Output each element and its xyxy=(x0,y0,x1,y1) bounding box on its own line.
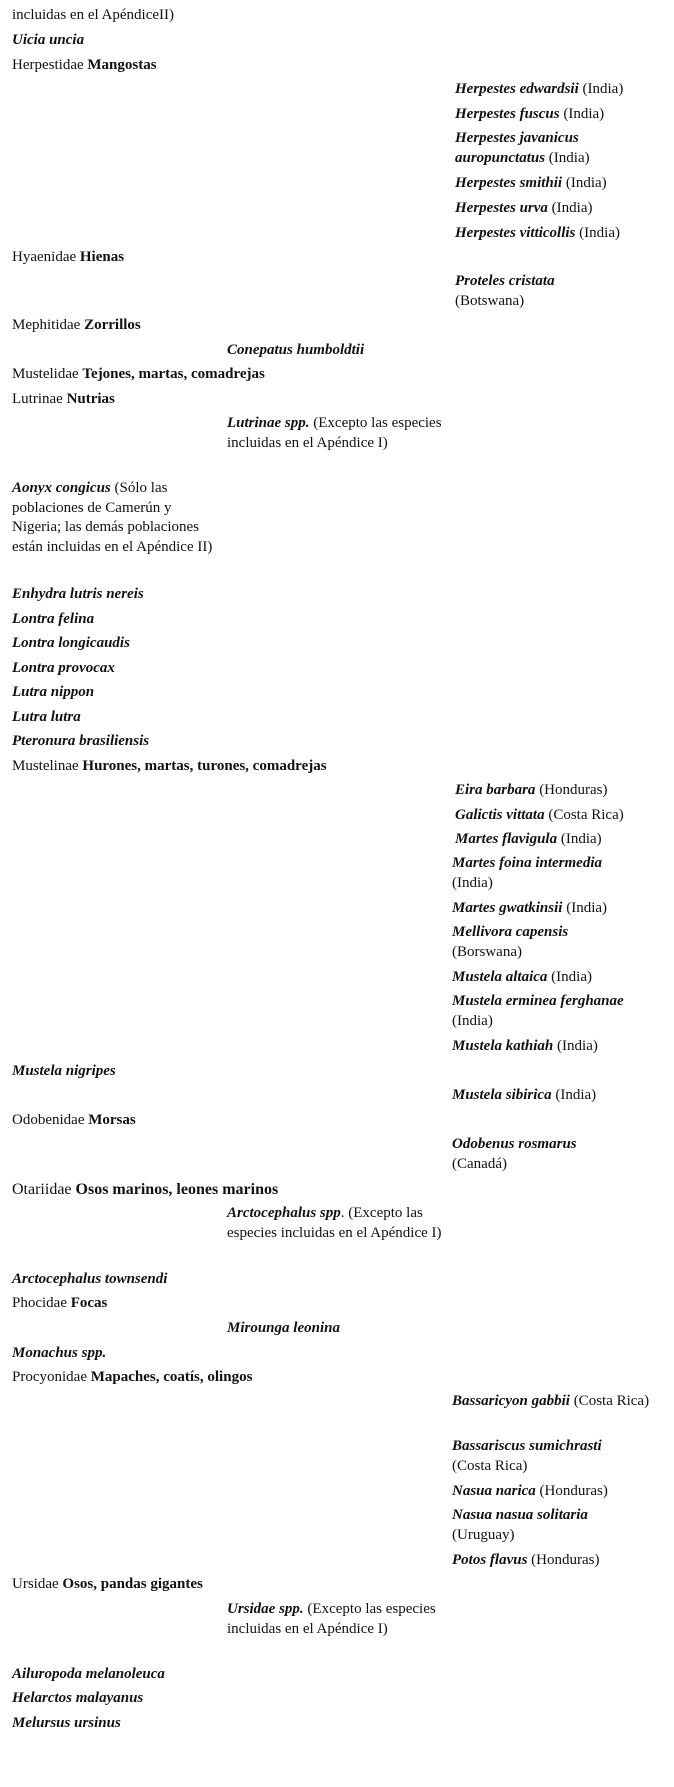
species-country: (India) xyxy=(563,106,605,122)
subfamily-lutrinae xyxy=(12,390,115,409)
species-nasua-narica xyxy=(452,1482,608,1501)
species-name: Enhydra lutris nereis xyxy=(12,586,144,602)
family-name: Odobenidae xyxy=(12,1112,85,1128)
species-name: Nasua nasua solitaria xyxy=(452,1507,588,1523)
family-herpestidae xyxy=(12,56,157,75)
family-name: Hyaenidae xyxy=(12,249,77,265)
species-mustela-nigripes xyxy=(12,1062,116,1081)
species-name: Pteronura brasiliensis xyxy=(12,733,150,749)
species-name: Uicia uncia xyxy=(12,32,85,48)
species-lutrinae-spp xyxy=(227,414,447,453)
species-country: (India) xyxy=(452,874,493,891)
species-aonyx-congicus xyxy=(12,479,222,557)
family-common-name: Morsas xyxy=(88,1112,136,1128)
species-name: Ailuropoda melanoleuca xyxy=(12,1666,165,1682)
species-name: Herpestes vitticollis xyxy=(455,225,576,241)
species-helarctos-malayanus xyxy=(12,1689,143,1708)
family-phocidae xyxy=(12,1294,107,1313)
species-country: (Botswana) xyxy=(455,292,525,309)
species-lutra-lutra xyxy=(12,708,81,727)
species-name: Arctocephalus spp xyxy=(227,1205,341,1221)
subfamily-mustelinae xyxy=(12,757,327,776)
species-name: Mellivora capensis xyxy=(452,924,569,940)
family-common-name: Nutrias xyxy=(66,391,115,407)
family-name: Mustelinae xyxy=(12,758,79,774)
species-country: (India) xyxy=(582,81,624,97)
species-eira-barbara xyxy=(455,781,608,800)
family-ursidae xyxy=(12,1575,203,1594)
family-name: Procyonidae xyxy=(12,1369,87,1385)
species-country: (India) xyxy=(566,900,608,916)
species-mustela-erminea-ferghanae xyxy=(452,992,667,1031)
species-name: Lontra felina xyxy=(12,611,95,627)
species-herpestes-edwardsii xyxy=(455,80,623,99)
family-common-name: Mapaches, coatís, olingos xyxy=(90,1369,253,1385)
species-name: Nasua narica xyxy=(452,1483,536,1499)
species-name: Bassaricyon gabbii xyxy=(452,1393,570,1409)
species-herpestes-urva xyxy=(455,199,592,218)
species-name: Proteles cristata xyxy=(455,273,555,289)
family-common-name: Mangostas xyxy=(87,57,157,73)
species-country: (India) xyxy=(565,175,607,191)
family-common-name: Hurones, martas, turones, comadrejas xyxy=(82,758,327,774)
species-lontra-provocax xyxy=(12,659,115,678)
species-name: Mustela sibirica xyxy=(452,1087,552,1103)
species-nasua-nasua-solitaria xyxy=(452,1506,667,1545)
species-martes-flavigula xyxy=(455,830,602,849)
species-name: Eira barbara xyxy=(455,782,536,798)
species-name: Lontra provocax xyxy=(12,660,115,676)
species-name: Mirounga leonina xyxy=(227,1320,340,1336)
species-country: (India) xyxy=(452,1012,493,1029)
species-martes-foina-intermedia xyxy=(452,854,667,893)
family-common-name: Hienas xyxy=(79,249,125,265)
species-country: (India) xyxy=(560,831,602,847)
species-ursidae-spp xyxy=(227,1600,447,1639)
species-name: Herpestes urva xyxy=(455,200,548,216)
species-enhydra-lutris-nereis xyxy=(12,585,144,604)
species-country: (Canadá) xyxy=(452,1155,507,1172)
species-mustela-kathiah xyxy=(452,1037,598,1056)
family-name: Phocidae xyxy=(12,1295,67,1311)
family-common-name: Osos, pandas gigantes xyxy=(62,1576,203,1592)
species-name: Mustela altaica xyxy=(452,969,548,985)
species-name: Monachus spp. xyxy=(12,1345,107,1361)
species-mustela-sibirica xyxy=(452,1086,596,1105)
species-name: Melursus ursinus xyxy=(12,1715,121,1731)
species-mirounga-leonina xyxy=(227,1319,340,1338)
species-country: (India) xyxy=(579,225,620,241)
family-name: Ursidae xyxy=(12,1576,59,1592)
species-country: (India) xyxy=(551,969,592,985)
family-name: Mustelidae xyxy=(12,366,79,382)
species-herpestes-smithii xyxy=(455,174,607,193)
species-country: (India) xyxy=(557,1038,598,1054)
family-mustelidae xyxy=(12,365,265,384)
species-arctocephalus-spp xyxy=(227,1204,447,1243)
species-name: Martes gwatkinsii xyxy=(452,900,563,916)
species-country: (Honduras) xyxy=(539,1483,608,1499)
species-name: Herpestes javanicus xyxy=(455,130,579,146)
species-name: Mustela kathiah xyxy=(452,1038,554,1054)
species-name: Conepatus humboldtii xyxy=(227,342,365,358)
species-herpestes-javanicus xyxy=(455,129,665,168)
species-name: Galictis vittata xyxy=(455,807,545,823)
species-name: Ursidae spp. xyxy=(227,1601,304,1617)
species-name: Aonyx congicus xyxy=(12,480,111,496)
family-common-name: Osos marinos, leones marinos xyxy=(75,1181,279,1198)
family-common-name: Focas xyxy=(70,1295,108,1311)
species-note: . (Excepto las especies incluidas en el Apéndice I) xyxy=(227,1205,442,1241)
family-name: Otariidae xyxy=(12,1181,72,1198)
species-herpestes-vitticollis xyxy=(455,224,620,243)
species-country: (Borswana) xyxy=(452,943,522,960)
species-name: Mustela erminea ferghanae xyxy=(452,993,624,1009)
species-monachus-spp xyxy=(12,1344,106,1363)
species-bassariscus-sumichrasti xyxy=(452,1437,667,1476)
species-galictis-vittata xyxy=(455,806,624,825)
species-country: (Costa Rica) xyxy=(548,807,624,823)
species-country: (India) xyxy=(551,200,593,216)
family-common-name: Tejones, martas, comadrejas xyxy=(82,366,265,382)
species-name: Lutra nippon xyxy=(12,684,95,700)
species-pteronura-brasiliensis xyxy=(12,732,149,751)
species-proteles-cristata xyxy=(455,272,665,311)
species-conepatus-humboldtii xyxy=(227,341,364,360)
species-country: (Costa Rica) xyxy=(573,1393,650,1409)
species-name: Herpestes fuscus xyxy=(455,106,560,122)
species-uncia-uncia xyxy=(12,31,84,50)
family-hyaenidae xyxy=(12,248,124,267)
species-odobenus-rosmarus xyxy=(452,1135,667,1174)
species-lontra-felina xyxy=(12,610,94,629)
species-bassaricyon-gabbii xyxy=(452,1392,667,1412)
species-country: (Uruguay) xyxy=(452,1526,515,1543)
family-mephitidae xyxy=(12,316,141,335)
species-mustela-altaica xyxy=(452,968,592,987)
family-odobenidae xyxy=(12,1111,136,1130)
species-country: (India) xyxy=(548,149,590,166)
species-country: (Honduras) xyxy=(531,1552,600,1568)
species-lutra-nippon xyxy=(12,683,94,702)
species-name: Lontra longicaudis xyxy=(12,635,130,651)
species-name: Lutra lutra xyxy=(12,709,81,725)
family-procyonidae xyxy=(12,1368,252,1387)
species-name: Herpestes edwardsii xyxy=(455,81,579,97)
species-name: Lutrinae spp. xyxy=(227,415,310,431)
species-name: Odobenus rosmarus xyxy=(452,1136,577,1152)
species-name: Herpestes smithii xyxy=(455,175,563,191)
species-note: (Excepto las especies incluidas en el Apéndice I) xyxy=(227,415,442,451)
species-name: Mustela nigripes xyxy=(12,1063,116,1079)
species-country: (India) xyxy=(555,1087,597,1103)
family-name: Herpestidae xyxy=(12,57,84,73)
species-mellivora-capensis xyxy=(452,923,667,962)
continuation-note xyxy=(12,6,174,25)
species-name: Martes flavigula xyxy=(455,831,558,847)
species-potos-flavus xyxy=(452,1551,600,1570)
species-country: (Honduras) xyxy=(539,782,608,798)
continuation-text: incluidas en el ApéndiceII) xyxy=(12,7,175,23)
species-melursus-ursinus xyxy=(12,1714,121,1733)
family-common-name: Zorrillos xyxy=(84,317,141,333)
family-name: Mephitidae xyxy=(12,317,81,333)
family-otariidae xyxy=(12,1180,278,1199)
species-name: Helarctos malayanus xyxy=(12,1690,144,1706)
species-name: Bassariscus sumichrasti xyxy=(452,1438,602,1454)
family-name: Lutrinae xyxy=(12,391,63,407)
species-country: (Costa Rica) xyxy=(452,1457,528,1474)
species-note: (Sólo las poblaciones de Camerún y Nigeria; las demás poblaciones están incluidas en el Apéndice II) xyxy=(12,480,213,555)
species-name: Martes foina intermedia xyxy=(452,855,603,871)
species-note: (Excepto las especies incluidas en el Apéndice I) xyxy=(227,1601,436,1637)
species-name: Arctocephalus townsendi xyxy=(12,1271,168,1287)
species-arctocephalus-townsendi xyxy=(12,1270,167,1289)
species-martes-gwatkinsii xyxy=(452,899,607,918)
species-name: Potos flavus xyxy=(452,1552,528,1568)
species-herpestes-fuscus xyxy=(455,105,604,124)
species-name-cont: auropunctatus xyxy=(455,149,546,166)
species-lontra-longicaudis xyxy=(12,634,130,653)
species-ailuropoda-melanoleuca xyxy=(12,1665,165,1684)
